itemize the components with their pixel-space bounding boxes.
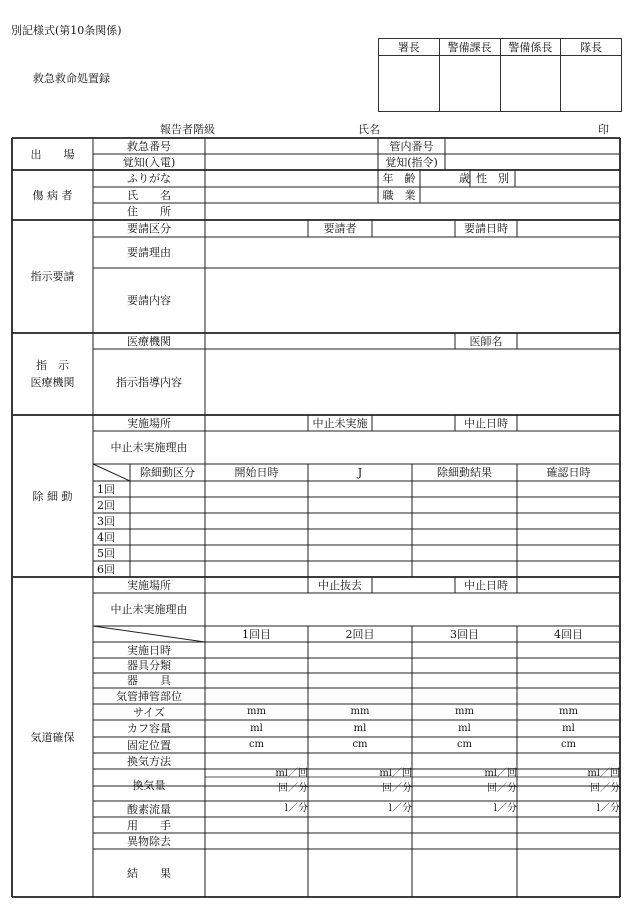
aware-call-label: 覚知(入電) (122, 155, 176, 169)
defib-cell[interactable] (205, 481, 308, 497)
airway-item-label: 異物除去 (127, 834, 171, 848)
airway-item-label: 換気量 (132, 778, 166, 792)
fixed-position-unit-cm: cm (560, 739, 577, 750)
seal-label: 印 (598, 123, 609, 136)
oxygen-flow-unit-l-per-min: l／分 (284, 803, 308, 814)
request-section-label: 指示要請 (30, 270, 75, 283)
airway-item-label: 酸素流量 (127, 802, 171, 816)
defib-stop-time-label: 中止日時 (464, 416, 508, 430)
form-title: 別記様式(第10条関係) (11, 24, 122, 37)
airway-cell[interactable] (412, 849, 517, 897)
defib-row-label: 6回 (97, 562, 115, 576)
defib-cell[interactable] (130, 529, 205, 545)
defib-cell[interactable] (412, 497, 517, 513)
airway-cell[interactable] (308, 833, 412, 849)
occupation-label: 職 業 (382, 188, 416, 202)
defib-place-field[interactable] (205, 415, 308, 431)
airway-stop-time-label: 中止日時 (464, 578, 508, 592)
defib-section-label: 除 細 動 (32, 489, 73, 503)
emergency-number-label: 救急番号 (127, 139, 171, 153)
airway-cell[interactable] (205, 673, 308, 688)
reporter-name-label: 氏名 (358, 123, 380, 136)
approval-chief: 署長 (379, 39, 440, 56)
defib-column-header: 除細動結果 (437, 466, 492, 479)
reporter-rank-label: 報告者階級 (160, 123, 215, 136)
airway-column-header: 3回目 (450, 627, 479, 641)
defib-cell[interactable] (130, 497, 205, 513)
airway-cell[interactable] (517, 688, 620, 704)
defib-column-header: J (357, 466, 363, 479)
patient-name-field[interactable] (205, 187, 378, 203)
defib-stop-time-field[interactable] (517, 415, 620, 431)
airway-cell[interactable] (205, 849, 308, 897)
doctor-name-field[interactable] (517, 333, 620, 349)
defib-cell[interactable] (517, 561, 620, 577)
size-unit-mm: mm (247, 706, 266, 717)
airway-item-label: 換気方法 (127, 754, 171, 768)
airway-cell[interactable] (205, 688, 308, 704)
airway-item-label: 器 具 (127, 674, 171, 687)
defib-cell[interactable] (205, 497, 308, 513)
age-unit: 歳 (459, 172, 470, 185)
request-content-label: 要請内容 (127, 294, 171, 307)
airway-cell[interactable] (308, 642, 412, 658)
airway-item-label: 気管挿管部位 (116, 689, 182, 703)
defib-stop-reason-label: 中止未実施理由 (110, 441, 188, 454)
oxygen-flow-unit-l-per-min: l／分 (596, 803, 620, 814)
defib-cell[interactable] (308, 561, 412, 577)
defib-cell[interactable] (517, 545, 620, 561)
patient-name-label: 氏 名 (127, 188, 171, 202)
airway-cell[interactable] (412, 673, 517, 688)
district-number-label: 管内番号 (389, 139, 434, 153)
defib-cell[interactable] (130, 561, 205, 577)
defib-column-header: 確認日時 (546, 466, 591, 479)
defib-cell[interactable] (308, 529, 412, 545)
airway-cell[interactable] (308, 753, 412, 769)
defib-place-label: 実施場所 (127, 416, 171, 430)
patient-address-field[interactable] (205, 203, 620, 220)
defib-cell[interactable] (205, 561, 308, 577)
defib-cell[interactable] (308, 513, 412, 529)
approval-security-section-chief: 警備課長 (439, 39, 500, 56)
approval-captain: 隊長 (561, 39, 622, 56)
ventilation-unit-ml-per-time: ml／回 (587, 767, 620, 779)
airway-stop-field[interactable] (372, 577, 455, 593)
airway-item-label: カフ容量 (127, 722, 171, 735)
defib-cell[interactable] (517, 513, 620, 529)
cuff-unit-ml: ml (458, 722, 471, 734)
airway-cell[interactable] (517, 753, 620, 769)
airway-column-header: 2回目 (345, 627, 375, 641)
request-content-field[interactable] (205, 268, 620, 333)
sex-label: 性 別 (476, 172, 509, 185)
airway-cell[interactable] (517, 658, 620, 673)
defib-cell[interactable] (412, 545, 517, 561)
defib-cell[interactable] (130, 513, 205, 529)
oxygen-flow-unit-l-per-min: l／分 (493, 803, 517, 814)
airway-stop-time-field[interactable] (517, 577, 620, 593)
airway-cell[interactable] (308, 817, 412, 833)
airway-column-header: 1回目 (242, 627, 271, 641)
defib-cell[interactable] (412, 481, 517, 497)
requester-label: 要請者 (323, 222, 357, 235)
fixed-position-unit-cm: cm (248, 739, 265, 750)
dispatch-section-label: 出 場 (30, 147, 75, 161)
defib-row-label: 3回 (97, 514, 115, 528)
medical-section-label-line: 医療機関 (30, 376, 75, 389)
defib-cell[interactable] (517, 529, 620, 545)
ventilation-unit-ml-per-time: ml／回 (484, 767, 517, 779)
ventilation-unit-ml-per-time: ml／回 (379, 767, 412, 779)
emergency-number-field[interactable] (205, 138, 378, 154)
defib-stop-reason-field[interactable] (205, 431, 620, 464)
defib-row-label: 2回 (97, 498, 115, 512)
defib-cell[interactable] (308, 545, 412, 561)
airway-item-label: 器具分類 (127, 659, 171, 672)
doctor-name-label: 医師名 (469, 334, 503, 348)
request-reason-label: 要請理由 (127, 246, 171, 259)
ventilation-unit-times-per-min: 回／分 (382, 783, 412, 794)
airway-cell[interactable] (205, 753, 308, 769)
fixed-position-unit-cm: cm (456, 739, 473, 750)
defib-cell[interactable] (130, 545, 205, 561)
defib-cell[interactable] (205, 513, 308, 529)
airway-cell[interactable] (412, 817, 517, 833)
defib-cell[interactable] (205, 545, 308, 561)
defib-cell[interactable] (517, 481, 620, 497)
request-time-field[interactable] (517, 220, 620, 237)
defib-stop-label: 中止未実施 (312, 416, 368, 430)
age-label: 年 齢 (382, 172, 416, 185)
airway-stop-reason-label: 中止未実施理由 (110, 603, 188, 616)
defib-stop-field[interactable] (372, 415, 455, 431)
airway-section-label: 気道確保 (30, 730, 75, 744)
airway-cell[interactable] (308, 688, 412, 704)
grid-line (93, 464, 130, 481)
aware-command-label: 覚知(指令) (385, 155, 438, 169)
occupation-field[interactable] (420, 187, 620, 203)
airway-cell[interactable] (412, 688, 517, 704)
airway-cell[interactable] (412, 658, 517, 673)
airway-cell[interactable] (517, 642, 620, 658)
aware-call-field[interactable] (205, 154, 378, 170)
guidance-content-label: 指示指導内容 (116, 375, 182, 389)
airway-item-label: 用 手 (127, 818, 171, 832)
defib-cell[interactable] (412, 561, 517, 577)
medical-section-label-line: 指 示 (36, 359, 69, 372)
airway-place-label: 実施場所 (127, 578, 171, 592)
airway-cell[interactable] (412, 833, 517, 849)
oxygen-flow-unit-l-per-min: l／分 (388, 803, 412, 814)
ventilation-unit-times-per-min: 回／分 (487, 783, 517, 794)
airway-cell[interactable] (205, 833, 308, 849)
airway-cell[interactable] (517, 849, 620, 897)
requester-field[interactable] (372, 220, 455, 237)
airway-item-label: 実施日時 (127, 643, 171, 657)
defib-row-label: 4回 (97, 530, 115, 544)
airway-cell[interactable] (308, 673, 412, 688)
defib-cell[interactable] (412, 529, 517, 545)
ventilation-unit-times-per-min: 回／分 (278, 783, 308, 794)
cuff-unit-ml: ml (562, 722, 575, 734)
guidance-content-field[interactable] (205, 349, 620, 415)
airway-item-label: サイズ (132, 705, 166, 719)
grid-line (93, 626, 205, 642)
airway-cell[interactable] (205, 817, 308, 833)
airway-cell[interactable] (205, 658, 308, 673)
medical-institution-label: 医療機関 (127, 334, 171, 348)
defib-row-label: 1回 (97, 482, 115, 496)
defib-column-header: 開始日時 (234, 466, 279, 479)
medical-section-label (12, 333, 93, 415)
airway-cell[interactable] (205, 642, 308, 658)
district-number-field[interactable] (445, 138, 620, 154)
request-time-label: 要請日時 (464, 222, 508, 235)
airway-cell[interactable] (517, 673, 620, 688)
size-unit-mm: mm (455, 706, 474, 717)
ventilation-unit-ml-per-time: ml／回 (275, 767, 308, 779)
defib-row-label: 5回 (97, 546, 115, 560)
ventilation-unit-times-per-min: 回／分 (590, 783, 620, 794)
airway-cell[interactable] (308, 658, 412, 673)
defib-cell[interactable] (130, 481, 205, 497)
request-reason-field[interactable] (205, 237, 620, 268)
airway-cell[interactable] (412, 642, 517, 658)
request-type-label: 要請区分 (127, 222, 171, 235)
size-unit-mm: mm (350, 706, 370, 717)
request-type-field[interactable] (205, 220, 308, 237)
airway-stop-label: 中止抜去 (318, 578, 362, 592)
sex-field[interactable] (515, 170, 620, 187)
cuff-unit-ml: ml (353, 722, 367, 734)
aware-command-field[interactable] (445, 154, 620, 170)
airway-item-label: 結 果 (127, 866, 171, 880)
defib-cell[interactable] (517, 497, 620, 513)
patient-section-label: 傷 病 者 (32, 188, 73, 202)
fixed-position-unit-cm: cm (352, 739, 368, 750)
defib-cell[interactable] (412, 513, 517, 529)
airway-cell[interactable] (517, 817, 620, 833)
medical-institution-field[interactable] (205, 333, 455, 349)
defib-cell[interactable] (308, 481, 412, 497)
defib-cell[interactable] (205, 529, 308, 545)
age-field[interactable] (420, 170, 450, 187)
airway-item-label: 固定位置 (127, 738, 171, 752)
airway-column-header: 4回目 (554, 627, 583, 641)
airway-cell[interactable] (412, 753, 517, 769)
airway-place-field[interactable] (205, 577, 308, 593)
furigana-label: ふりがな (127, 172, 171, 185)
airway-cell[interactable] (308, 849, 412, 897)
defib-column-header: 除細動区分 (140, 466, 195, 479)
approval-security-unit-chief: 警備係長 (500, 39, 561, 56)
size-unit-mm: mm (559, 706, 578, 717)
airway-cell[interactable] (517, 833, 620, 849)
furigana-field[interactable] (205, 170, 378, 187)
patient-address-label: 住 所 (127, 205, 171, 218)
defib-cell[interactable] (308, 497, 412, 513)
airway-stop-reason-field[interactable] (205, 593, 620, 626)
record-title: 救急救命処置録 (33, 72, 110, 85)
cuff-unit-ml: ml (250, 722, 263, 734)
